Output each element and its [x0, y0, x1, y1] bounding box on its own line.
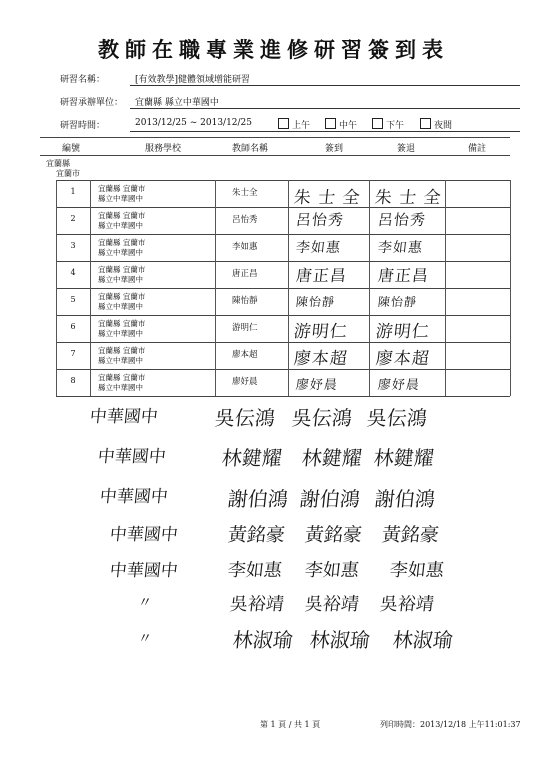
header-sign-in: 簽到	[325, 144, 344, 154]
session-label-noon: 中午	[339, 121, 358, 131]
school-line2: 縣立中華國中	[98, 194, 143, 203]
handwritten-school: 中華國中	[88, 407, 159, 427]
host-underline	[130, 108, 520, 109]
row-divider	[56, 369, 510, 370]
sign-out-signature: 游明仁	[374, 322, 431, 342]
print-timestamp: 列印時間：2013/12/18 上午11:01:37	[380, 720, 521, 729]
row-number: 5	[70, 295, 76, 304]
course-name-value: [有效教學]健體領域增能研習	[135, 75, 251, 85]
column-divider	[288, 180, 289, 396]
teacher-name: 朱士全	[232, 188, 258, 198]
handwritten-school: 〃	[137, 595, 153, 611]
school-line1: 宜蘭縣 宜蘭市	[98, 238, 146, 247]
handwritten-signature: 林鍵耀	[220, 446, 284, 470]
sign-in-signature: 呂怡秀	[295, 211, 345, 229]
table-top-border	[40, 137, 510, 138]
row-divider	[56, 315, 510, 316]
school-line1: 宜蘭縣 宜蘭市	[98, 373, 146, 382]
school-line1: 宜蘭縣 宜蘭市	[98, 292, 146, 301]
handwritten-signature: 林淑瑜	[308, 628, 372, 652]
handwritten-signature: 吳裕靖	[303, 594, 360, 615]
header-sign-out: 簽退	[397, 144, 416, 154]
row-number: 8	[70, 376, 76, 385]
row-divider	[56, 234, 510, 235]
handwritten-signature: 謝伯鴻	[298, 487, 362, 511]
school-line2: 縣立中華國中	[98, 221, 143, 230]
handwritten-signature: 謝伯鴻	[373, 487, 437, 511]
school-line2: 縣立中華國中	[98, 329, 143, 338]
row-number: 1	[70, 187, 76, 196]
handwritten-signature: 李如惠	[303, 560, 360, 581]
column-divider	[445, 180, 446, 396]
school-line1: 宜蘭縣 宜蘭市	[98, 346, 146, 355]
host-label: 研習承辦單位：	[60, 98, 124, 108]
handwritten-signature: 黃銘豪	[303, 524, 364, 546]
handwritten-school: 〃	[137, 631, 153, 647]
course-name-underline	[130, 85, 520, 86]
handwritten-signature: 吳伝鴻	[213, 406, 277, 430]
sign-in-signature: 廖本超	[292, 349, 349, 369]
row-divider	[56, 207, 510, 208]
sign-out-signature: 陳怡靜	[377, 295, 418, 309]
row-number: 4	[70, 268, 76, 277]
school-line1: 宜蘭縣 宜蘭市	[98, 184, 146, 193]
handwritten-signature: 黃銘豪	[380, 524, 441, 546]
handwritten-signature: 李如惠	[388, 560, 445, 581]
row-number: 2	[70, 214, 76, 223]
school-line1: 宜蘭縣 宜蘭市	[98, 265, 146, 274]
region-city: 宜蘭市	[56, 169, 80, 178]
header-remarks: 備註	[468, 144, 487, 154]
sign-out-signature: 呂怡秀	[377, 211, 427, 229]
row-divider	[56, 342, 510, 343]
handwritten-signature: 林淑瑜	[391, 628, 455, 652]
handwritten-school: 中華國中	[98, 487, 169, 507]
handwritten-school: 中華國中	[108, 525, 179, 545]
sign-in-signature: 廖妤晨	[295, 378, 339, 393]
row-divider	[56, 288, 510, 289]
handwritten-signature: 林淑瑜	[231, 628, 295, 652]
school-line1: 宜蘭縣 宜蘭市	[98, 319, 146, 328]
sign-out-signature: 廖妤晨	[377, 378, 421, 393]
handwritten-signature: 李如惠	[226, 560, 283, 581]
handwritten-signature: 黃銘豪	[226, 524, 287, 546]
school-line2: 縣立中華國中	[98, 356, 143, 365]
teacher-name: 李如惠	[232, 242, 258, 252]
session-checkbox-noon[interactable]	[325, 118, 336, 129]
session-checkbox-evening[interactable]	[420, 118, 431, 129]
column-divider	[510, 180, 511, 396]
school-line2: 縣立中華國中	[98, 248, 143, 257]
session-label-morning: 上午	[292, 121, 311, 131]
header-bottom-border	[40, 155, 510, 156]
handwritten-school: 中華國中	[108, 561, 179, 581]
handwritten-school: 中華國中	[96, 447, 167, 467]
sign-out-signature: 朱 士 全	[373, 188, 443, 208]
handwritten-signature: 吳裕靖	[228, 594, 285, 615]
sign-in-signature: 唐正昌	[294, 266, 348, 285]
row-number: 7	[70, 349, 76, 358]
row-number: 3	[70, 241, 76, 250]
school-line2: 縣立中華國中	[98, 275, 143, 284]
column-divider	[56, 180, 57, 396]
region-county: 宜蘭縣	[46, 159, 70, 168]
handwritten-signature: 吳裕靖	[378, 594, 435, 615]
row-number: 6	[70, 322, 76, 331]
column-divider	[215, 180, 216, 396]
table-bottom-border	[56, 396, 510, 397]
page-title: 教師在職專業進修研習簽到表	[98, 37, 449, 62]
session-label-evening: 夜間	[434, 121, 453, 131]
header-school: 服務學校	[145, 144, 182, 154]
row-divider	[56, 261, 510, 262]
header-number: 編號	[62, 144, 81, 154]
time-label: 研習時間：	[60, 121, 106, 131]
handwritten-signature: 吳伝鴻	[290, 406, 354, 430]
school-line2: 縣立中華國中	[98, 383, 143, 392]
school-line1: 宜蘭縣 宜蘭市	[98, 211, 146, 220]
sign-out-signature: 李如惠	[377, 240, 424, 256]
row-divider	[56, 180, 510, 181]
teacher-name: 陳怡靜	[232, 296, 258, 306]
teacher-name: 呂怡秀	[232, 215, 258, 225]
page-number: 第 1 頁 / 共 1 頁	[260, 720, 321, 729]
teacher-name: 廖妤晨	[232, 377, 258, 387]
handwritten-signature: 林鍵耀	[372, 446, 436, 470]
school-line2: 縣立中華國中	[98, 302, 143, 311]
session-checkbox-afternoon[interactable]	[372, 118, 383, 129]
sign-in-signature: 陳怡靜	[295, 295, 336, 309]
time-value: 2013/12/25 ~ 2013/12/25	[135, 118, 253, 128]
column-divider	[90, 180, 91, 396]
handwritten-signature: 林鍵耀	[300, 446, 364, 470]
sign-in-signature: 游明仁	[292, 322, 349, 342]
teacher-name: 唐正昌	[232, 269, 258, 279]
sign-out-signature: 廖本超	[374, 349, 431, 369]
session-label-afternoon: 下午	[386, 121, 405, 131]
handwritten-signature: 吳伝鴻	[365, 406, 429, 430]
sign-in-signature: 朱 士 全	[292, 188, 362, 208]
teacher-name: 游明仁	[232, 323, 258, 333]
sign-out-signature: 唐正昌	[376, 266, 430, 285]
header-teacher: 教師名稱	[232, 144, 269, 154]
sign-in-signature: 李如惠	[295, 240, 342, 256]
teacher-name: 廖本超	[232, 350, 258, 360]
course-name-label: 研習名稱：	[60, 75, 106, 85]
session-checkbox-morning[interactable]	[278, 118, 289, 129]
handwritten-signature: 謝伯鴻	[226, 487, 290, 511]
time-underline	[130, 131, 520, 132]
column-divider	[369, 180, 370, 396]
host-value: 宜蘭縣 縣立中華國中	[135, 98, 219, 108]
